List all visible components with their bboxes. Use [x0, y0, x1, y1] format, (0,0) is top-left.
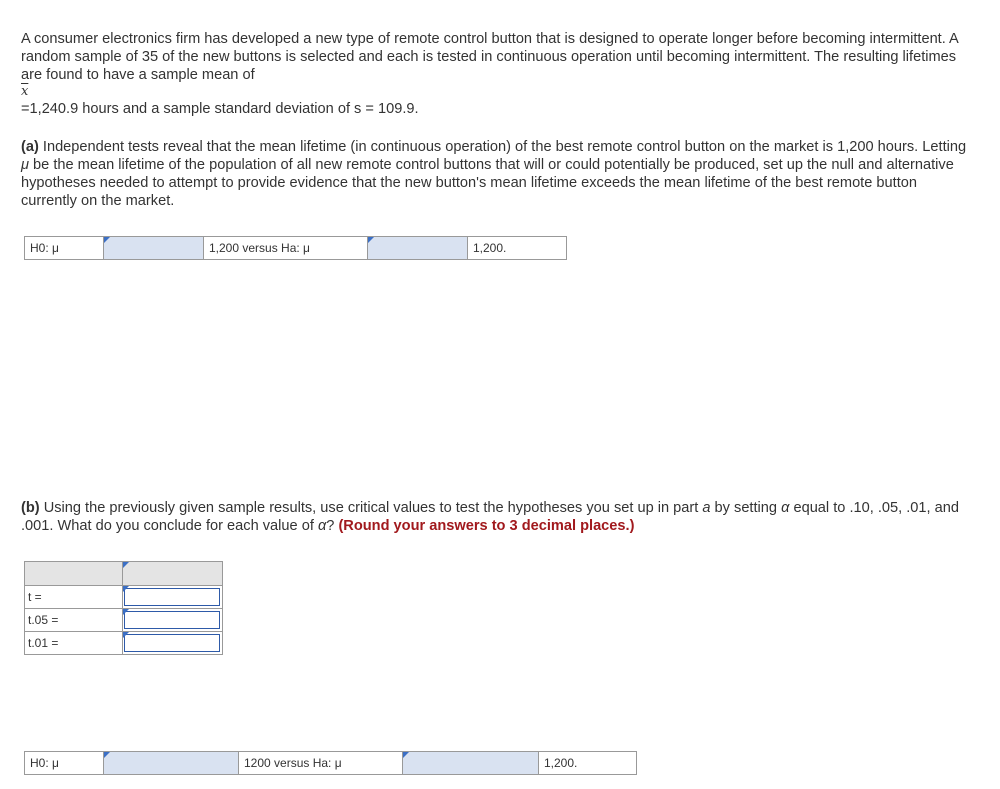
part-b-text-4: ?	[326, 518, 339, 534]
t-statistic-cell	[123, 586, 223, 609]
sample-mean-symbol: $\overline{x}$	[21, 84, 29, 99]
problem-statement	[21, 30, 971, 118]
t05-input[interactable]	[124, 611, 220, 629]
part-b-text-2: by setting	[710, 500, 782, 516]
t05-cell	[123, 609, 223, 632]
rounding-instruction: (Round your answers to 3 decimal places.)	[338, 518, 635, 534]
t01-cell	[123, 632, 223, 655]
t01-input[interactable]	[124, 634, 220, 652]
part-a-hypothesis-row	[24, 236, 567, 260]
alpha-symbol: α	[781, 500, 790, 516]
part-b-label: (b)	[21, 500, 40, 516]
ha-value-label: 1,200.	[538, 751, 637, 775]
h0-operator-dropdown[interactable]	[103, 236, 204, 260]
versus-ha-label: 1,200 versus Ha: μ	[203, 236, 368, 260]
part-a-question	[21, 138, 971, 210]
table-row	[25, 609, 223, 632]
versus-ha-label: 1200 versus Ha: μ	[238, 751, 403, 775]
part-b-text-3: equal to .10, .05, .01, and .001. What do you conclude for each value of	[21, 500, 959, 534]
problem-intro: A consumer electronics firm has developed a new type of remote control button that is designed to operate longer before becoming intermittent. A random sample of 35 of the new buttons is selected and each is tested in continuous operation until becoming intermittent. The resulting lifetimes are found to have a sample mean of	[21, 31, 958, 83]
ha-operator-dropdown[interactable]	[367, 236, 468, 260]
part-a-reference: a	[702, 500, 711, 516]
t05-label: t.05 =	[25, 609, 123, 632]
part-a-text-2: be the mean lifetime of the population of all new remote control buttons that will or could potentially be produced, set up the null and alternative hypotheses needed to attempt to provide evidence that the new button's mean lifetime exceeds the mean lifetime of the best remote button currently on the market.	[21, 157, 954, 209]
part-b-question	[21, 499, 971, 535]
part-a-label: (a)	[21, 139, 39, 155]
table-header-cell	[25, 562, 123, 586]
table-header-row	[25, 562, 223, 586]
t-statistic-label: t =	[25, 586, 123, 609]
table-header-cell	[123, 562, 223, 586]
t-statistic-input[interactable]	[124, 588, 220, 606]
h0-operator-dropdown[interactable]	[103, 751, 239, 775]
sample-mean-line: =1,240.9 hours and a sample standard deviation of s = 109.9.	[21, 101, 419, 117]
part-b-text-1: Using the previously given sample results, use critical values to test the hypotheses you set up in part	[39, 500, 703, 516]
t01-label: t.01 =	[25, 632, 123, 655]
part-a-text-1: Independent tests reveal that the mean lifetime (in continuous operation) of the best remote control button on the market is 1,200 hours. Letting	[38, 139, 967, 155]
table-row	[25, 632, 223, 655]
ha-operator-dropdown[interactable]	[402, 751, 539, 775]
h0-label: H0: μ	[24, 236, 104, 260]
t-values-table	[24, 561, 223, 655]
ha-value-label: 1,200.	[467, 236, 567, 260]
table-row	[25, 586, 223, 609]
part-b-hypothesis-row	[24, 751, 637, 775]
alpha-symbol: α	[317, 518, 327, 534]
mu-symbol: μ	[21, 157, 29, 173]
h0-label: H0: μ	[24, 751, 104, 775]
